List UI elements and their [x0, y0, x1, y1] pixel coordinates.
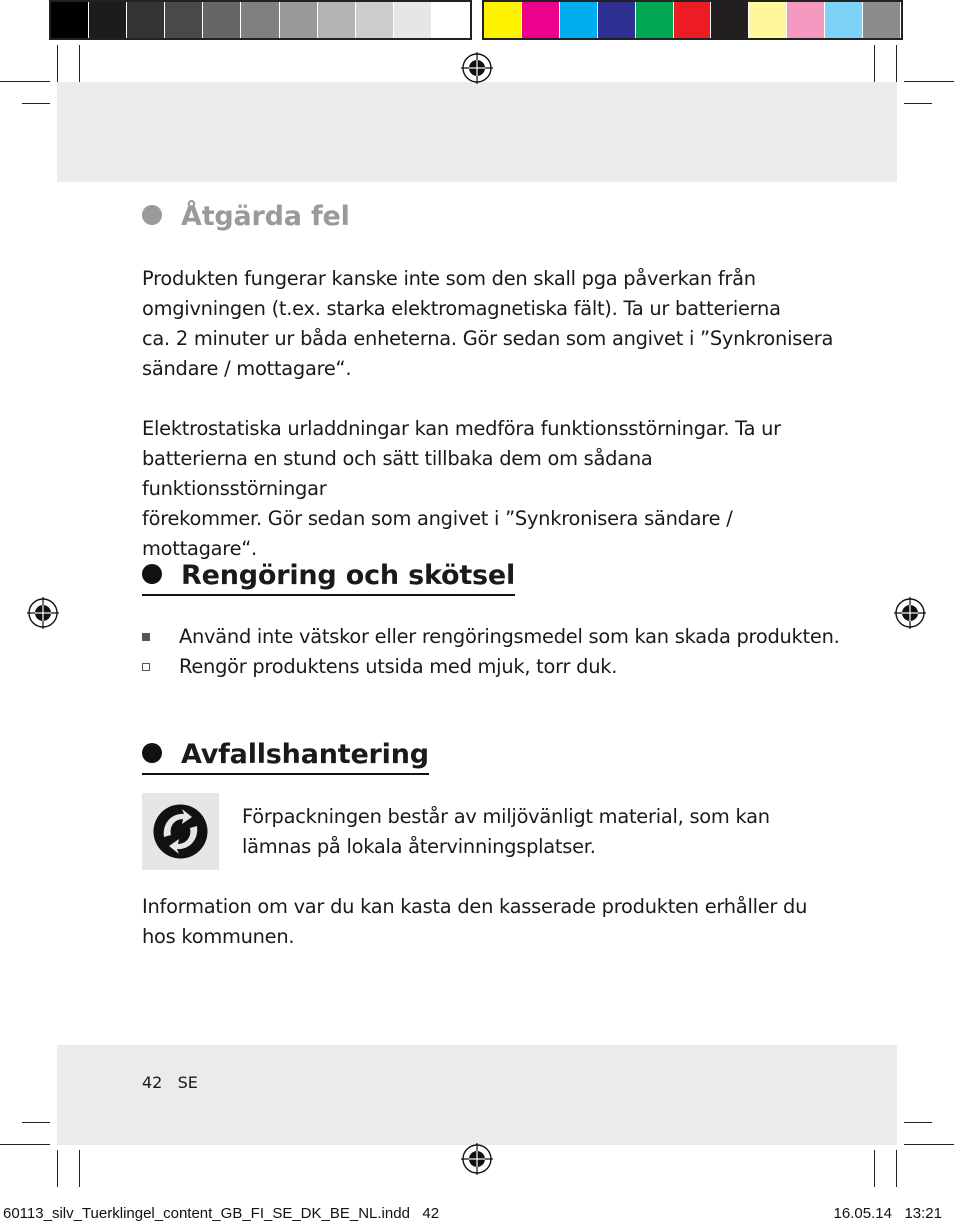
- heading-text: Avfallshantering: [181, 739, 429, 770]
- crop-mark: [874, 45, 875, 82]
- registration-mark-icon: [894, 597, 926, 629]
- empty-square-bullet-icon: [142, 663, 150, 671]
- crop-mark: [874, 1150, 875, 1187]
- crop-mark: [22, 1122, 50, 1123]
- header-panel: [57, 82, 897, 182]
- crop-mark: [79, 1150, 80, 1187]
- heading-text: Åtgärda fel: [181, 201, 350, 232]
- page-number-value: 42: [142, 1073, 163, 1092]
- crop-mark: [904, 1122, 932, 1123]
- text-line: hos kommunen.: [142, 925, 295, 948]
- color-swatch: [394, 2, 432, 38]
- heading-disposal: [142, 739, 429, 771]
- list-item: [142, 652, 617, 682]
- text-line: Förpackningen består av miljövänligt material, som kan: [242, 805, 770, 828]
- slug-filename: 60113_silv_Tuerklingel_content_GB_FI_SE_DK_BE_NL.indd 42: [3, 1205, 440, 1222]
- page-number: [142, 1073, 198, 1093]
- page-language: SE: [177, 1073, 198, 1092]
- registration-mark-icon: [461, 52, 493, 84]
- color-swatch: [749, 2, 787, 38]
- heading-bullet-icon: [142, 205, 162, 225]
- heading-bullet-icon: [142, 743, 162, 763]
- color-swatch: [863, 2, 901, 38]
- crop-mark: [904, 1144, 954, 1145]
- list-item: [142, 622, 840, 652]
- text-line: omgivningen (t.ex. starka elektromagnetiska fält). Ta ur batterierna: [142, 297, 781, 320]
- color-swatch: [560, 2, 598, 38]
- crop-mark: [79, 45, 80, 82]
- slug-datetime: [834, 1205, 942, 1222]
- registration-mark-icon: [461, 1143, 493, 1175]
- text-line: sändare / mottagare“.: [142, 357, 352, 380]
- color-swatch: [598, 2, 636, 38]
- troubleshooting-paragraph-1: [142, 264, 842, 384]
- heading-text: Rengöring och skötsel: [181, 560, 516, 591]
- color-swatch: [127, 2, 165, 38]
- slug-time: 13:21: [904, 1205, 942, 1222]
- crop-mark: [57, 1150, 58, 1187]
- crop-mark: [0, 1144, 50, 1145]
- color-swatch: [318, 2, 356, 38]
- color-swatch: [522, 2, 560, 38]
- process-color-bar: [482, 0, 903, 40]
- color-swatch: [787, 2, 825, 38]
- footer-panel: [57, 1045, 897, 1145]
- crop-mark: [896, 1150, 897, 1187]
- heading-underline: [142, 560, 515, 596]
- gray-color-bar: [49, 0, 472, 40]
- heading-troubleshooting: [142, 201, 350, 233]
- registration-mark-icon: [27, 597, 59, 629]
- color-swatch: [241, 2, 279, 38]
- color-swatch: [484, 2, 522, 38]
- color-swatch: [711, 2, 749, 38]
- text-line: förekommer. Gör sedan som angivet i ”Synkronisera sändare / mottagare“.: [142, 507, 733, 560]
- crop-mark: [904, 81, 954, 82]
- heading-cleaning: [142, 560, 515, 592]
- text-line: Produkten fungerar kanske inte som den skall pga påverkan från: [142, 267, 756, 290]
- text-line: Information om var du kan kasta den kasserade produkten erhåller du: [142, 895, 808, 918]
- crop-mark: [0, 81, 50, 82]
- list-item-text: Rengör produktens utsida med mjuk, torr duk.: [179, 655, 618, 678]
- crop-mark: [22, 103, 50, 104]
- recycling-icon-box: [142, 793, 219, 870]
- crop-mark: [904, 103, 932, 104]
- text-line: Elektrostatiska urladdningar kan medföra funktionsstörningar. Ta ur: [142, 417, 781, 440]
- crop-mark: [896, 45, 897, 82]
- color-swatch: [825, 2, 863, 38]
- green-dot-recycling-icon: [142, 793, 219, 870]
- color-swatch: [89, 2, 127, 38]
- disposal-info-paragraph: [142, 892, 842, 952]
- packaging-paragraph: [242, 802, 802, 862]
- filled-square-bullet-icon: [142, 633, 150, 641]
- troubleshooting-paragraph-2: [142, 414, 842, 564]
- heading-underline: [142, 739, 429, 775]
- text-line: batterierna en stund och sätt tillbaka dem om sådana funktionsstörningar: [142, 447, 653, 500]
- color-swatch: [432, 2, 470, 38]
- color-swatch: [51, 2, 89, 38]
- text-line: ca. 2 minuter ur båda enheterna. Gör sedan som angivet i ”Synkronisera: [142, 327, 834, 350]
- color-swatch: [636, 2, 674, 38]
- list-item-text: Använd inte vätskor eller rengöringsmedel som kan skada produkten.: [179, 625, 840, 648]
- crop-mark: [57, 45, 58, 82]
- color-swatch: [203, 2, 241, 38]
- heading-bullet-icon: [142, 564, 162, 584]
- color-swatch: [674, 2, 712, 38]
- color-swatch: [280, 2, 318, 38]
- text-line: lämnas på lokala återvinningsplatser.: [242, 835, 596, 858]
- slug-date: 16.05.14: [833, 1205, 892, 1222]
- color-swatch: [165, 2, 203, 38]
- color-swatch: [356, 2, 394, 38]
